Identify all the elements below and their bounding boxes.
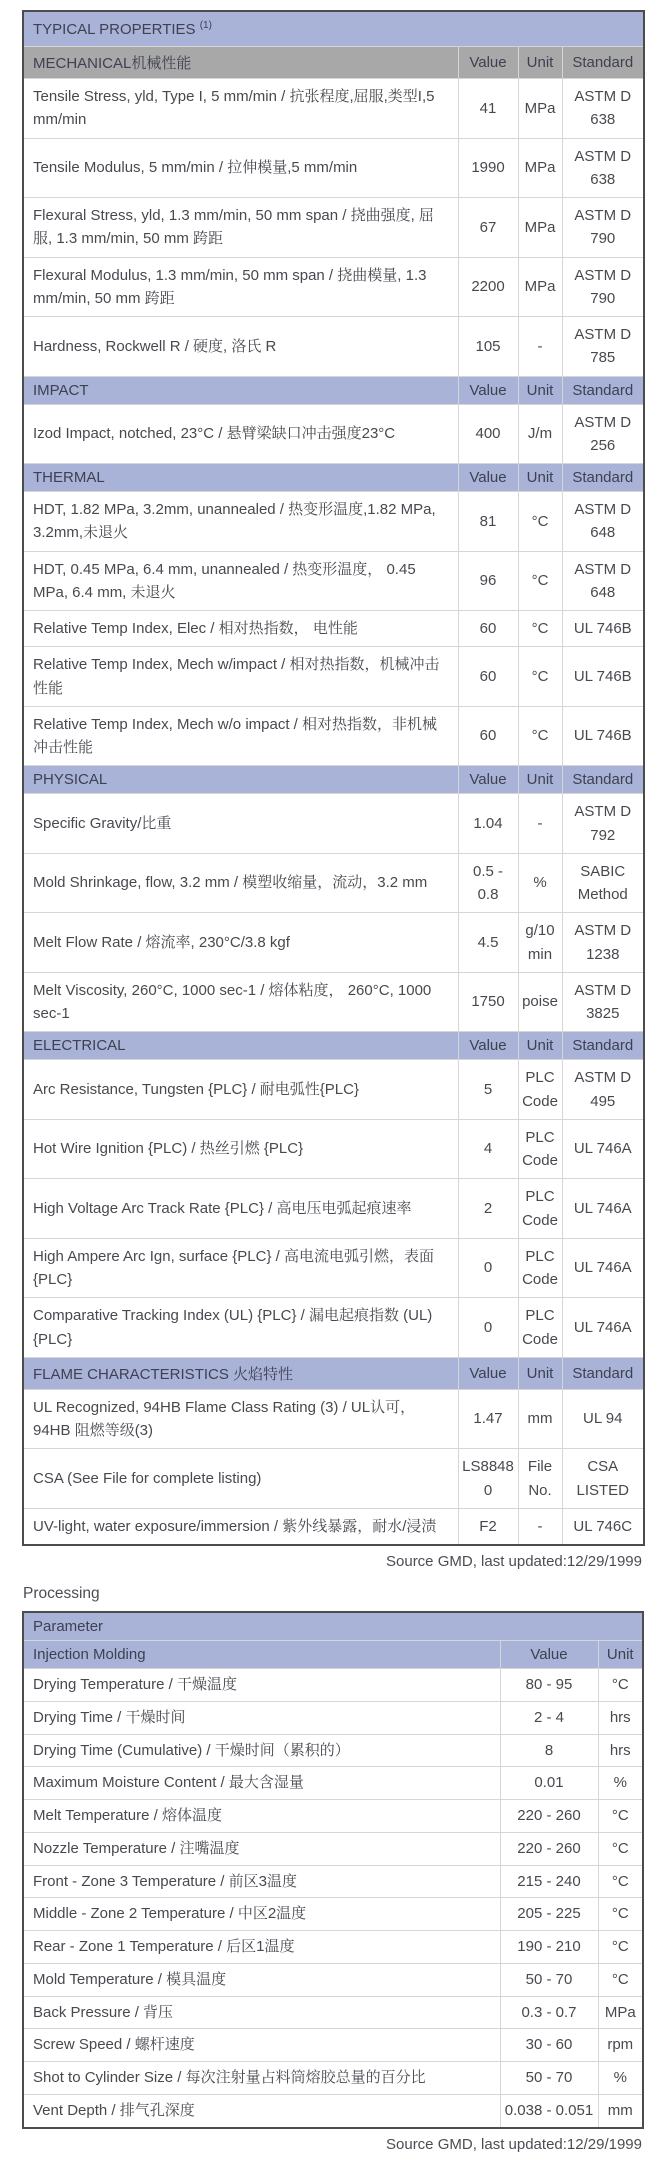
processing-row (23, 1800, 643, 1833)
processing-row (23, 1865, 643, 1898)
property-row (23, 1298, 644, 1358)
property-row (23, 317, 644, 377)
unit-cell: °C (598, 1931, 643, 1964)
value-column-label: Value (458, 376, 518, 404)
unit-cell: mm (518, 1389, 562, 1449)
standard-column-label: Standard (562, 1032, 644, 1060)
value-cell: 0.038 - 0.051 (500, 2094, 598, 2127)
unit-cell: % (598, 2062, 643, 2095)
unit-cell: PLC Code (518, 1119, 562, 1179)
unit-column-label: Unit (518, 376, 562, 404)
unit-cell: poise (518, 972, 562, 1032)
title-footnote-marker: (1) (199, 20, 212, 31)
unit-cell: °C (598, 1800, 643, 1833)
parameter-cell: Rear - Zone 1 Temperature / 后区1温度 (23, 1931, 500, 1964)
standard-cell: ASTM D 648 (562, 492, 644, 552)
unit-cell: MPa (598, 1996, 643, 2029)
property-row (23, 1119, 644, 1179)
value-cell: 1.04 (458, 794, 518, 854)
value-cell: 220 - 260 (500, 1832, 598, 1865)
unit-cell: MPa (518, 257, 562, 317)
value-cell: 400 (458, 404, 518, 464)
unit-cell: MPa (518, 138, 562, 198)
section-header-row (23, 1357, 644, 1389)
unit-cell: File No. (518, 1449, 562, 1509)
property-cell: Tensile Stress, yld, Type I, 5 mm/min / 抗张程度,屈服,类型I,5 mm/min (23, 79, 458, 139)
unit-column-label: Unit (518, 464, 562, 492)
unit-column-label: Unit (518, 766, 562, 794)
standard-cell: ASTM D 638 (562, 79, 644, 139)
section-label: MECHANICAL机械性能 (23, 47, 458, 79)
injection-molding-label: Injection Molding (23, 1641, 500, 1669)
source-note: Source GMD, last updated:12/29/1999 (386, 1553, 642, 1570)
standard-cell: ASTM D 495 (562, 1060, 644, 1120)
value-cell: 220 - 260 (500, 1800, 598, 1833)
property-row (23, 257, 644, 317)
property-cell: Arc Resistance, Tungsten {PLC} / 耐电弧性{PLC} (23, 1060, 458, 1120)
value-cell: 30 - 60 (500, 2029, 598, 2062)
injection-molding-header-row (23, 1641, 643, 1669)
property-row (23, 794, 644, 854)
unit-column-label: Unit (598, 1641, 643, 1669)
property-cell: Melt Flow Rate / 熔流率, 230°C/3.8 kgf (23, 913, 458, 973)
standard-cell: UL 746B (562, 611, 644, 647)
section-label: ELECTRICAL (23, 1032, 458, 1060)
property-cell: UV-light, water exposure/immersion / 紫外线暴露，耐水/浸渍 (23, 1508, 458, 1545)
parameter-cell: Drying Time / 干燥时间 (23, 1701, 500, 1734)
standard-cell: ASTM D 790 (562, 257, 644, 317)
value-cell: 205 - 225 (500, 1898, 598, 1931)
parameter-cell: Vent Depth / 排气孔深度 (23, 2094, 500, 2127)
value-cell: 5 (458, 1060, 518, 1120)
property-row (23, 492, 644, 552)
standard-cell: ASTM D 785 (562, 317, 644, 377)
value-cell: 0.3 - 0.7 (500, 1996, 598, 2029)
value-cell: 50 - 70 (500, 2062, 598, 2095)
unit-cell: - (518, 794, 562, 854)
property-row (23, 972, 644, 1032)
property-row (23, 1238, 644, 1298)
property-cell: High Voltage Arc Track Rate {PLC} / 高电压电弧起痕速率 (23, 1179, 458, 1239)
section-label: FLAME CHARACTERISTICS 火焰特性 (23, 1357, 458, 1389)
standard-cell: UL 746A (562, 1119, 644, 1179)
property-cell: Hot Wire Ignition {PLC) / 热丝引燃 {PLC} (23, 1119, 458, 1179)
value-cell: 4 (458, 1119, 518, 1179)
unit-cell: - (518, 317, 562, 377)
unit-cell: % (518, 853, 562, 913)
standard-cell: UL 746B (562, 706, 644, 766)
property-row (23, 551, 644, 611)
property-cell: CSA (See File for complete listing) (23, 1449, 458, 1509)
property-cell: Mold Shrinkage, flow, 3.2 mm / 模塑收缩量，流动，3.2 mm (23, 853, 458, 913)
value-cell: 60 (458, 611, 518, 647)
unit-cell: g/10 min (518, 913, 562, 973)
value-cell: 0 (458, 1298, 518, 1358)
value-cell: 80 - 95 (500, 1669, 598, 1702)
unit-cell: hrs (598, 1734, 643, 1767)
processing-row (23, 1832, 643, 1865)
property-row (23, 1060, 644, 1120)
unit-cell: °C (598, 1865, 643, 1898)
value-cell: 2 - 4 (500, 1701, 598, 1734)
standard-cell: ASTM D 792 (562, 794, 644, 854)
property-row (23, 1389, 644, 1449)
parameter-header-row (23, 1612, 643, 1641)
property-cell: High Ampere Arc Ign, surface {PLC} / 高电流电弧引燃，表面 {PLC} (23, 1238, 458, 1298)
unit-cell: °C (598, 1832, 643, 1865)
unit-cell: MPa (518, 198, 562, 258)
value-column-label: Value (458, 1357, 518, 1389)
section-header-row (23, 464, 644, 492)
property-cell: Relative Temp Index, Elec / 相对热指数， 电性能 (23, 611, 458, 647)
standard-cell: UL 746C (562, 1508, 644, 1545)
parameter-cell: Drying Time (Cumulative) / 干燥时间（累积的） (23, 1734, 500, 1767)
standard-cell: UL 746A (562, 1298, 644, 1358)
unit-column-label: Unit (518, 1357, 562, 1389)
unit-cell: °C (598, 1669, 643, 1702)
property-cell: UL Recognized, 94HB Flame Class Rating (3) / UL认可，94HB 阻燃等级(3) (23, 1389, 458, 1449)
property-cell: Specific Gravity/比重 (23, 794, 458, 854)
value-cell: 81 (458, 492, 518, 552)
parameter-header: Parameter (23, 1612, 643, 1641)
property-row (23, 647, 644, 707)
unit-cell: PLC Code (518, 1060, 562, 1120)
unit-cell: °C (518, 647, 562, 707)
processing-row (23, 1996, 643, 2029)
unit-cell: °C (598, 1898, 643, 1931)
unit-cell: °C (518, 551, 562, 611)
section-header-row (23, 47, 644, 79)
value-column-label: Value (458, 766, 518, 794)
processing-row (23, 1931, 643, 1964)
processing-row (23, 1898, 643, 1931)
value-cell: 1990 (458, 138, 518, 198)
section-label: IMPACT (23, 376, 458, 404)
parameter-cell: Mold Temperature / 模具温度 (23, 1963, 500, 1996)
section-label: THERMAL (23, 464, 458, 492)
unit-cell: J/m (518, 404, 562, 464)
property-row (23, 404, 644, 464)
property-cell: Relative Temp Index, Mech w/impact / 相对热指数，机械冲击性能 (23, 647, 458, 707)
standard-column-label: Standard (562, 376, 644, 404)
table-title-row (23, 11, 644, 47)
unit-cell: MPa (518, 79, 562, 139)
value-cell: 41 (458, 79, 518, 139)
processing-row (23, 1734, 643, 1767)
standard-cell: ASTM D 256 (562, 404, 644, 464)
value-cell: 1.47 (458, 1389, 518, 1449)
processing-row (23, 2062, 643, 2095)
value-cell: 2 (458, 1179, 518, 1239)
parameter-cell: Melt Temperature / 熔体温度 (23, 1800, 500, 1833)
value-cell: 67 (458, 198, 518, 258)
standard-cell: ASTM D 3825 (562, 972, 644, 1032)
property-row (23, 79, 644, 139)
property-cell: Flexural Stress, yld, 1.3 mm/min, 50 mm span / 挠曲强度, 屈服, 1.3 mm/min, 50 mm 跨距 (23, 198, 458, 258)
standard-cell: ASTM D 790 (562, 198, 644, 258)
unit-cell: PLC Code (518, 1298, 562, 1358)
value-column-label: Value (458, 47, 518, 79)
unit-cell: PLC Code (518, 1238, 562, 1298)
unit-cell: °C (518, 611, 562, 647)
unit-cell: hrs (598, 1701, 643, 1734)
standard-cell: ASTM D 648 (562, 551, 644, 611)
processing-table (22, 1611, 644, 2129)
parameter-cell: Shot to Cylinder Size / 每次注射量占料筒熔胶总量的百分比 (23, 2062, 500, 2095)
value-cell: 215 - 240 (500, 1865, 598, 1898)
standard-cell: ASTM D 638 (562, 138, 644, 198)
value-cell: 4.5 (458, 913, 518, 973)
parameter-cell: Back Pressure / 背压 (23, 1996, 500, 2029)
section-label: PHYSICAL (23, 766, 458, 794)
unit-cell: °C (518, 492, 562, 552)
parameter-cell: Drying Temperature / 干燥温度 (23, 1669, 500, 1702)
value-cell: LS88480 (458, 1449, 518, 1509)
value-cell: 60 (458, 647, 518, 707)
standard-column-label: Standard (562, 464, 644, 492)
unit-cell: mm (598, 2094, 643, 2127)
value-column-label: Value (500, 1641, 598, 1669)
parameter-cell: Maximum Moisture Content / 最大含湿量 (23, 1767, 500, 1800)
processing-row (23, 1963, 643, 1996)
property-cell: Tensile Modulus, 5 mm/min / 拉伸模量,5 mm/min (23, 138, 458, 198)
processing-heading: Processing (23, 1585, 100, 1602)
property-cell: Melt Viscosity, 260°C, 1000 sec-1 / 熔体粘度， 260°C, 1000 sec-1 (23, 972, 458, 1032)
value-cell: 2200 (458, 257, 518, 317)
property-cell: Flexural Modulus, 1.3 mm/min, 50 mm span / 挠曲模量, 1.3 mm/min, 50 mm 跨距 (23, 257, 458, 317)
value-cell: 60 (458, 706, 518, 766)
parameter-cell: Screw Speed / 螺杆速度 (23, 2029, 500, 2062)
standard-cell: UL 746A (562, 1179, 644, 1239)
property-cell: HDT, 1.82 MPa, 3.2mm, unannealed / 热变形温度,1.82 MPa, 3.2mm,未退火 (23, 492, 458, 552)
unit-cell: °C (598, 1963, 643, 1996)
property-row (23, 611, 644, 647)
value-cell: 0 (458, 1238, 518, 1298)
value-cell: 96 (458, 551, 518, 611)
value-cell: 0.5 - 0.8 (458, 853, 518, 913)
parameter-cell: Nozzle Temperature / 注嘴温度 (23, 1832, 500, 1865)
property-row (23, 138, 644, 198)
unit-column-label: Unit (518, 1032, 562, 1060)
section-header-row (23, 1032, 644, 1060)
value-cell: 0.01 (500, 1767, 598, 1800)
standard-column-label: Standard (562, 1357, 644, 1389)
property-row (23, 1508, 644, 1545)
value-column-label: Value (458, 1032, 518, 1060)
processing-row (23, 2029, 643, 2062)
value-cell: 8 (500, 1734, 598, 1767)
processing-row (23, 2094, 643, 2127)
unit-cell: % (598, 1767, 643, 1800)
property-row (23, 198, 644, 258)
title-text: TYPICAL PROPERTIES (33, 21, 196, 38)
property-cell: Izod Impact, notched, 23°C / 悬臂梁缺口冲击强度23°C (23, 404, 458, 464)
section-header-row (23, 766, 644, 794)
typical-properties-title (23, 11, 644, 47)
value-cell: 105 (458, 317, 518, 377)
standard-column-label: Standard (562, 766, 644, 794)
value-column-label: Value (458, 464, 518, 492)
parameter-cell: Front - Zone 3 Temperature / 前区3温度 (23, 1865, 500, 1898)
unit-cell: rpm (598, 2029, 643, 2062)
source-note: Source GMD, last updated:12/29/1999 (386, 2135, 642, 2153)
unit-column-label: Unit (518, 47, 562, 79)
property-row (23, 1449, 644, 1509)
value-cell: 190 - 210 (500, 1931, 598, 1964)
unit-cell: - (518, 1508, 562, 1545)
property-row (23, 853, 644, 913)
processing-row (23, 1669, 643, 1702)
property-row (23, 706, 644, 766)
standard-cell: ASTM D 1238 (562, 913, 644, 973)
property-cell: Relative Temp Index, Mech w/o impact / 相对热指数，非机械冲击性能 (23, 706, 458, 766)
standard-cell: UL 746A (562, 1238, 644, 1298)
property-cell: Comparative Tracking Index (UL) {PLC} / 漏电起痕指数 (UL) {PLC} (23, 1298, 458, 1358)
property-row (23, 913, 644, 973)
value-cell: 50 - 70 (500, 1963, 598, 1996)
property-row (23, 1179, 644, 1239)
standard-cell: SABIC Method (562, 853, 644, 913)
parameter-cell: Middle - Zone 2 Temperature / 中区2温度 (23, 1898, 500, 1931)
property-cell: Hardness, Rockwell R / 硬度, 洛氏 R (23, 317, 458, 377)
standard-column-label: Standard (562, 47, 644, 79)
typical-properties-table (22, 10, 645, 1546)
value-cell: 1750 (458, 972, 518, 1032)
processing-row (23, 1701, 643, 1734)
section-header-row (23, 376, 644, 404)
standard-cell: CSA LISTED (562, 1449, 644, 1509)
unit-cell: °C (518, 706, 562, 766)
processing-row (23, 1767, 643, 1800)
standard-cell: UL 746B (562, 647, 644, 707)
unit-cell: PLC Code (518, 1179, 562, 1239)
value-cell: F2 (458, 1508, 518, 1545)
property-cell: HDT, 0.45 MPa, 6.4 mm, unannealed / 热变形温度， 0.45 MPa, 6.4 mm, 未退火 (23, 551, 458, 611)
standard-cell: UL 94 (562, 1389, 644, 1449)
